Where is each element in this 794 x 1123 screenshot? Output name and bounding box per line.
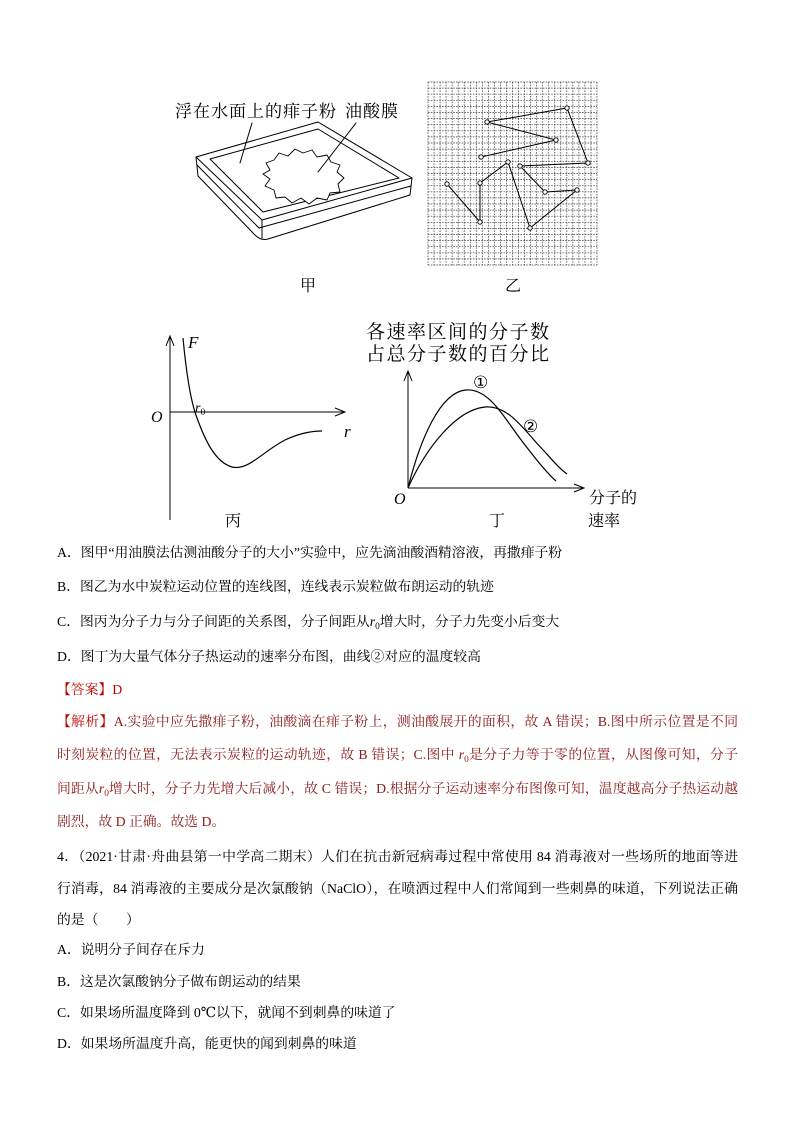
r0-subscript: 0 [200, 407, 206, 418]
analysis-line-3-text-1: 间距从 [57, 781, 99, 796]
figure-bing-caption: 丙 [225, 513, 242, 530]
r0-label [195, 398, 205, 420]
analysis-line-3-text-2: 增大时，分子力先增大后减小，故 C 错误；D.根据分子运动速率分布图像可知，温度越高分子热运动越 [108, 781, 739, 796]
figure-jia-caption: 甲 [300, 278, 317, 295]
analysis-line-4: 剧烈，故 D 正确。故选 D。 [57, 814, 226, 829]
q4-option-a: A．说明分子间存在斥力 [57, 942, 205, 957]
particle-position-point [478, 220, 482, 224]
particle-position-point [575, 188, 579, 192]
answer-label: 【答案】 [57, 682, 113, 697]
particle-position-point [543, 190, 547, 194]
q4-option-c: C．如果场所温度降到 0℃以下，就闻不到刺鼻的味道了 [57, 1005, 396, 1020]
q4-option-b: B．这是次氯酸钠分子做布朗运动的结果 [57, 974, 301, 989]
analysis-line-1-text: A.实验中应先撒痱子粉，油酸滴在痱子粉上，测油酸展开的面积，故 A 错误；B.图中所示位置是不同 [113, 714, 738, 729]
answer-line [57, 680, 122, 700]
particle-position-point [586, 161, 590, 165]
particle-position-point [479, 155, 483, 159]
figure-jia-tray [196, 122, 412, 240]
origin-label-ding: O [394, 491, 406, 508]
analysis-line-2-text-1: 时刻炭粒的位置，无法表示炭粒的运动轨迹，故 B 错误；C.图中 [57, 747, 459, 762]
analysis-line-3 [57, 779, 738, 799]
oil-film-label: 油酸膜 [345, 102, 399, 121]
particle-position-point [565, 106, 569, 110]
figure-yi-grid [428, 82, 597, 265]
particle-position-point [554, 138, 558, 142]
figure-yi-caption: 乙 [505, 278, 522, 295]
ding-ylabel-line2: 占总分子数的百分比 [366, 344, 551, 365]
force-axis-label: F [188, 333, 199, 352]
q4-stem-line-2: 行消毒，84 消毒液的主要成分是次氯酸钠（NaClO），在喷洒过程中人们常闻到一些刺鼻的味道，下列说法正确 [57, 881, 738, 896]
ding-ylabel-line1: 各速率区间的分子数 [366, 322, 551, 343]
figures-canvas [0, 0, 794, 540]
ding-xlabel-line2: 速率 [588, 513, 621, 530]
particle-position-point [445, 182, 449, 186]
ding-xlabel-line1: 分子的 [589, 490, 638, 507]
q3-option-d: D．图丁为大量气体分子热运动的速率分布图，曲线②对应的温度较高 [57, 649, 481, 664]
q3-option-c-text-2: 增大时，分子力先变小后变大 [379, 614, 560, 629]
q3-option-b: B．图乙为水中炭粒运动位置的连线图，连线表示炭粒做布朗运动的轨迹 [57, 579, 494, 594]
q3-option-c-symbol: r [369, 614, 376, 629]
q3-option-c-text-1: C．图丙为分子力与分子间距的关系图，分子间距从 [57, 614, 370, 629]
particle-position-point [518, 164, 522, 168]
figure-bing-force-curve [166, 336, 345, 520]
particle-position-point [506, 160, 510, 164]
q3-option-a: A．图甲“用油膜法估测油酸分子的大小”实验中，应先滴油酸酒精溶液，再撒痱子粉 [57, 545, 563, 560]
curve-2-label: ② [523, 417, 539, 436]
analysis-label: 【解析】 [57, 714, 114, 729]
particle-position-point [478, 181, 482, 185]
powder-label: 浮在水面上的痱子粉 [175, 102, 337, 121]
q4-stem-line-3: 的是（ ） [57, 912, 140, 927]
particle-position-point [528, 226, 532, 230]
analysis-line-3-subscript: 0 [104, 788, 109, 799]
distance-axis-label: r [344, 422, 351, 441]
curve-1-label: ① [473, 373, 489, 392]
figure-ding-caption: 丁 [489, 513, 506, 530]
answer-value: D [112, 682, 123, 697]
grid [428, 82, 597, 265]
q4-stem-line-1: 4．（2021·甘肃·舟曲县第一中学高二期末）人们在抗击新冠病毒过程中常使用 84 消毒液对一些场所的地面等进 [57, 849, 738, 864]
r0-symbol: r [195, 401, 201, 416]
analysis-line-2-text-2: 是分子力等于零的位置，从图像可知，分子 [468, 747, 738, 762]
analysis-line-2-subscript: 0 [464, 754, 469, 765]
analysis-line-2 [57, 745, 738, 765]
analysis-line-1 [57, 712, 738, 732]
q4-option-d: D．如果场所温度升高，能更快的闻到刺鼻的味道 [57, 1036, 357, 1051]
origin-label-bing: O [151, 409, 163, 426]
figure-ding-speed-distribution [404, 371, 584, 492]
particle-position-point [485, 120, 489, 124]
analysis-line-3-symbol: r [98, 781, 105, 796]
curve-2 [408, 407, 567, 488]
q3-option-c-subscript: 0 [375, 621, 380, 632]
q3-option-c [57, 612, 559, 632]
analysis-line-2-symbol: r [458, 747, 465, 762]
